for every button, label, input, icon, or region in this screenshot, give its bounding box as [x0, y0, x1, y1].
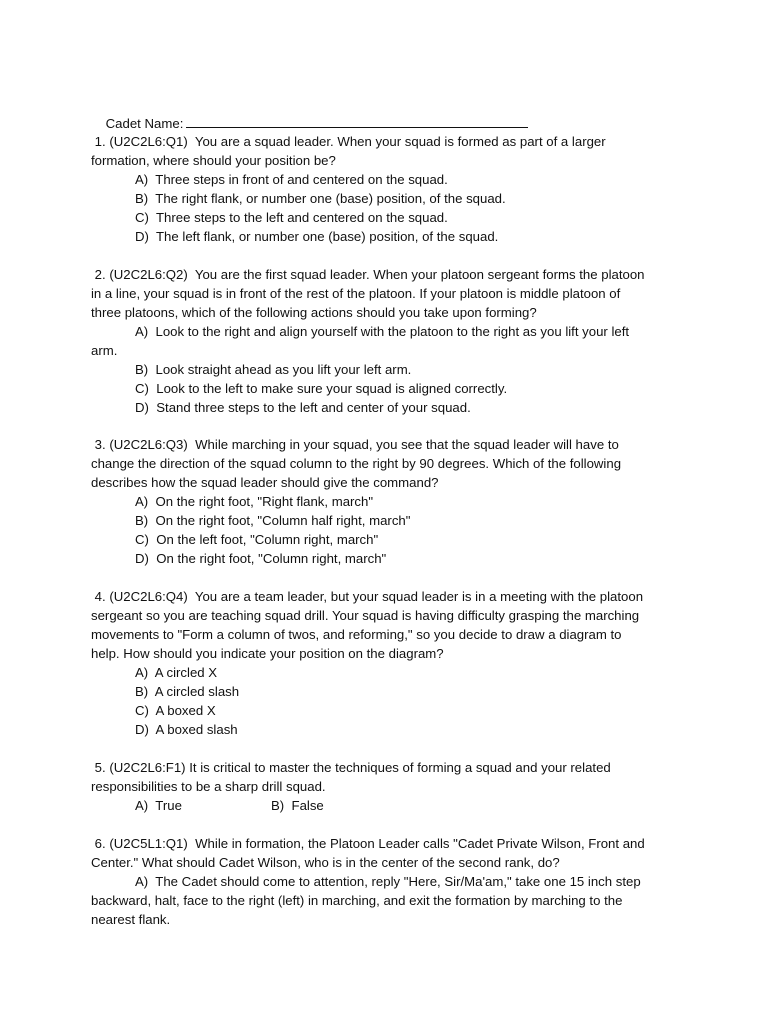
question-1-line-2: formation, where should your position be?	[91, 153, 336, 168]
question-6-option-a: A) The Cadet should come to attention, reply "Here, Sir/Ma'am," take one 15 inch step	[135, 874, 641, 889]
question-3-option-d: D) On the right foot, "Column right, march"	[135, 551, 387, 566]
question-2-option-b: B) Look straight ahead as you lift your left arm.	[135, 362, 412, 377]
question-3-option-b: B) On the right foot, "Column half right, march"	[135, 513, 411, 528]
question-1-option-a: A) Three steps in front of and centered on the squad.	[135, 172, 448, 187]
question-5-option-a: A) True	[135, 798, 182, 813]
question-1-option-c: C) Three steps to the left and centered on the squad.	[135, 210, 448, 225]
question-3-line-1: 3. (U2C2L6:Q3) While marching in your squad, you see that the squad leader will have to	[94, 437, 619, 452]
cadet-name-blank[interactable]	[186, 113, 528, 128]
question-2-line-3: three platoons, which of the following actions should you take upon forming?	[91, 305, 537, 320]
question-1-option-b: B) The right flank, or number one (base) position, of the squad.	[135, 191, 506, 206]
question-2-option-d: D) Stand three steps to the left and center of your squad.	[135, 400, 471, 415]
question-4-option-a: A) A circled X	[135, 665, 218, 680]
question-3-line-2: change the direction of the squad column to the right by 90 degrees. Which of the following	[91, 456, 622, 471]
cadet-name-label: Cadet Name:	[105, 116, 184, 131]
question-6-option-a-cont-1: backward, halt, face to the right (left) in marching, and exit the formation by marching to the	[91, 893, 623, 908]
question-3-option-a: A) On the right foot, "Right flank, march"	[135, 494, 374, 509]
question-1-line-1: 1. (U2C2L6:Q1) You are a squad leader. When your squad is formed as part of a larger	[94, 134, 606, 149]
question-6-line-2: Center." What should Cadet Wilson, who is in the center of the second rank, do?	[91, 855, 560, 870]
question-4-line-4: help. How should you indicate your position on the diagram?	[91, 646, 444, 661]
question-4-line-1: 4. (U2C2L6:Q4) You are a team leader, but your squad leader is in a meeting with the platoon	[94, 589, 644, 604]
question-3-line-3: describes how the squad leader should give the command?	[91, 475, 439, 490]
question-6-option-a-cont-2: nearest flank.	[91, 912, 171, 927]
question-5-line-2: responsibilities to be a sharp drill squad.	[91, 779, 326, 794]
question-4-option-d: D) A boxed slash	[135, 722, 238, 737]
question-3-option-c: C) On the left foot, "Column right, march"	[135, 532, 379, 547]
question-4-line-3: movements to "Form a column of twos, and reforming," so you decide to draw a diagram to	[91, 627, 622, 642]
question-2-line-1: 2. (U2C2L6:Q2) You are the first squad leader. When your platoon sergeant forms the platoon	[94, 267, 645, 282]
question-4-option-b: B) A circled slash	[135, 684, 240, 699]
question-6-line-1: 6. (U2C5L1:Q1) While in formation, the Platoon Leader calls "Cadet Private Wilson, Front and	[94, 836, 645, 851]
question-5-line-1: 5. (U2C2L6:F1) It is critical to master the techniques of forming a squad and your related	[94, 760, 611, 775]
question-2-option-a: A) Look to the right and align yourself with the platoon to the right as you lift your left	[135, 324, 630, 339]
question-2-option-a-cont: arm.	[91, 343, 118, 358]
question-2-option-c: C) Look to the left to make sure your squad is aligned correctly.	[135, 381, 508, 396]
question-4-line-2: sergeant so you are teaching squad drill. Your squad is having difficulty grasping the marching	[91, 608, 640, 623]
question-1-option-d: D) The left flank, or number one (base) position, of the squad.	[135, 229, 499, 244]
question-4-option-c: C) A boxed X	[135, 703, 216, 718]
question-5-option-b: B) False	[271, 798, 324, 813]
question-2-line-2: in a line, your squad is in front of the rest of the platoon. If your platoon is middle platoon of	[91, 286, 621, 301]
